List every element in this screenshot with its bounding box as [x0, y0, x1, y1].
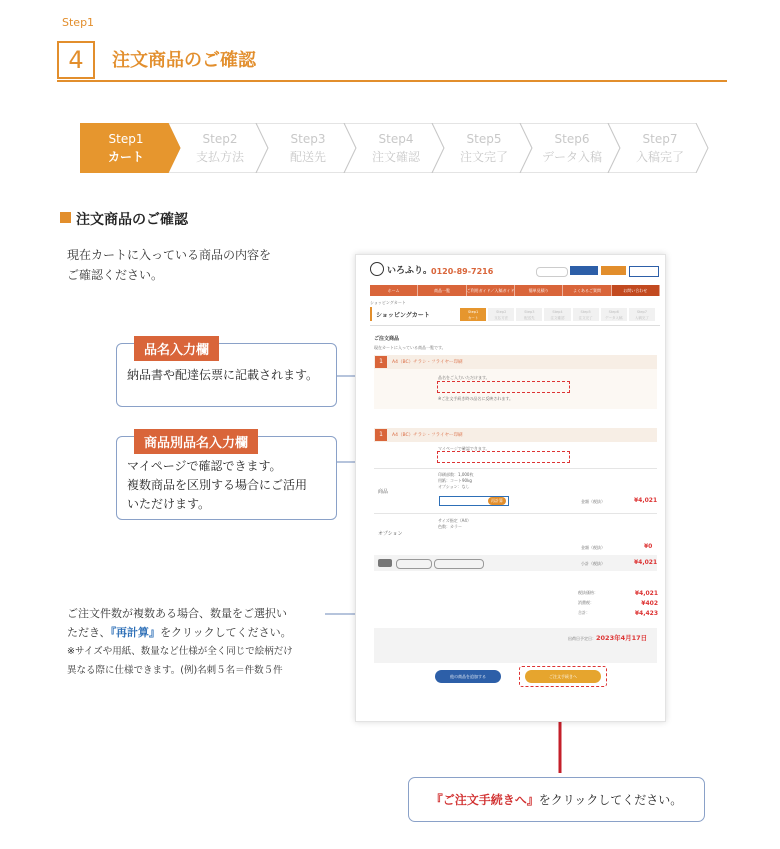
- item-2-note: マイページで確認できます。: [438, 446, 490, 451]
- mini-step: Step4 注文確認: [544, 308, 570, 321]
- nav-item[interactable]: 簡単見積り: [515, 285, 563, 296]
- option-label: オプション: [378, 531, 403, 537]
- mini-step: Step1 カート: [460, 308, 486, 321]
- page-title: 注文商品のご確認: [112, 50, 256, 71]
- item-alias-line-3: いただけます。: [127, 497, 211, 511]
- mini-step: Step5 注文完了: [573, 308, 599, 321]
- intro-line-2: ご確認ください。: [67, 268, 164, 282]
- option-price-label: 金額（税抜）: [581, 545, 605, 550]
- search-input[interactable]: [536, 267, 568, 277]
- cart-page-title: ショッピングカート: [376, 312, 430, 319]
- product-spec-3: オプション：なし: [438, 484, 470, 489]
- quantity-note-line-3: ※サイズや用紙、数量など仕様が全く同じで絵柄だけ: [67, 646, 293, 657]
- product-label: 商品: [378, 489, 389, 495]
- cart-button[interactable]: [629, 266, 659, 277]
- register-button[interactable]: [570, 266, 598, 275]
- step-4-ja: 注文確認: [371, 150, 421, 164]
- step-3-en: Step3: [290, 132, 326, 146]
- price-option: ¥0: [644, 543, 653, 550]
- step-6-en: Step6: [554, 132, 590, 146]
- quantity-note-line-2: ただき、『再計算』をクリックしてください。: [67, 626, 292, 639]
- item-1-note2: ※ご注文手続き時の品名に反映されます。: [438, 396, 514, 401]
- quantity-note-line-1: ご注文件数が複数ある場合、数量をご選択い: [67, 607, 287, 620]
- ship-label: 出荷日予定日：: [568, 636, 596, 641]
- nav-item[interactable]: 商品一覧: [418, 285, 466, 296]
- item-alias-callout: [116, 436, 337, 520]
- continue-shopping-button[interactable]: 他の商品を追加する: [435, 670, 501, 683]
- quantity-note: [67, 604, 293, 680]
- size-change-button[interactable]: [434, 559, 484, 569]
- totals-block: [578, 588, 658, 618]
- item-2-name: A4（BC）チラシ・フライヤー印刷: [392, 433, 463, 438]
- recalc-link-text: 『再計算』: [110, 626, 161, 639]
- item-name-text: 納品書や配達伝票に記載されます。: [127, 368, 319, 382]
- breadcrumb: ショッピングカート: [370, 300, 406, 305]
- price-main: ¥4,021: [634, 497, 658, 504]
- cart-screenshot: [355, 254, 666, 722]
- row-divider-2: [374, 513, 657, 514]
- quantity-note-line-4: 異なる際に仕様できます。(例)名刺５名＝件数５件: [67, 665, 283, 676]
- step-7-ja: 入稿完了: [635, 150, 685, 164]
- recalc-button[interactable]: 再計算: [488, 497, 506, 505]
- copy-button[interactable]: [396, 559, 432, 569]
- item-alias-tag: 商品別品名入力欄: [134, 429, 258, 454]
- mini-stepper: [460, 308, 655, 321]
- item-1-note: 品名をご入力いただけます。: [438, 375, 490, 380]
- checkout-instruction-rest: をクリックしてください。: [538, 793, 683, 807]
- section-title: 注文商品のご確認: [76, 212, 188, 228]
- item-alias-input[interactable]: [437, 451, 570, 463]
- item-alias-line-2: 複数商品を区別する場合にご活用: [127, 478, 308, 492]
- item-name-tag: 品名入力欄: [134, 336, 219, 361]
- delete-button[interactable]: [378, 559, 392, 567]
- nav-item[interactable]: よくあるご質問: [563, 285, 611, 296]
- step-label: Step1: [62, 16, 95, 29]
- item-name-input[interactable]: [437, 381, 570, 393]
- option-spec-1: サイズ指定（A4）: [438, 518, 471, 523]
- price-subtotal: ¥4,021: [634, 559, 658, 566]
- item-1-name: A4（BC）チラシ・フライヤー印刷: [392, 360, 463, 365]
- step-7-en: Step7: [642, 132, 678, 146]
- mini-step: Step2 支払方法: [488, 308, 514, 321]
- item-1-number: 1: [375, 356, 387, 368]
- phone-number: 0120-89-7216: [431, 267, 494, 276]
- step-3-ja: 配送先: [289, 150, 327, 164]
- checkout-instruction: [408, 777, 705, 822]
- step-4-en: Step4: [378, 132, 414, 146]
- mini-step: Step7 入稿完了: [629, 308, 655, 321]
- item-alias-line-1: マイページで確認できます。: [127, 459, 282, 473]
- total-row: 税抜価格： ¥4,021: [578, 589, 658, 597]
- mini-step: Step6 データ入稿: [601, 308, 627, 321]
- order-items-label: ご注文商品: [374, 336, 400, 342]
- logo-text: いろふり。: [387, 266, 433, 276]
- step-6-ja: データ入稿: [541, 150, 603, 164]
- login-button[interactable]: [601, 266, 626, 275]
- option-spec-2: 色数：カラー: [438, 524, 462, 529]
- product-spec-1: 印刷部数：1,000枚: [438, 472, 474, 477]
- step-2-en: Step2: [202, 132, 238, 146]
- total-row: 消費税： ¥402: [578, 599, 658, 607]
- item-alias-text: [127, 457, 307, 514]
- logo-icon: [370, 262, 384, 276]
- intro-line-1: 現在カートに入っている商品の内容を: [67, 248, 272, 262]
- step-1-en: Step1: [108, 132, 144, 146]
- mini-step: Step3 配送先: [516, 308, 542, 321]
- total-row: 合計： ¥4,423: [578, 609, 658, 617]
- price-label: 金額（税抜）: [581, 499, 605, 504]
- item-2-number: 1: [375, 429, 387, 441]
- divider: [370, 325, 660, 326]
- ship-date: 2023年4月17日: [596, 634, 648, 642]
- item-name-callout: [116, 343, 337, 407]
- section-number: 4: [57, 41, 95, 79]
- step-2-ja: 支払方法: [195, 150, 245, 164]
- nav-item[interactable]: お問い合わせ: [612, 285, 660, 296]
- title-marker: [370, 307, 372, 321]
- cart-description: 現在カートに入っている商品一覧です。: [374, 345, 446, 350]
- step-5-ja: 注文完了: [459, 150, 509, 164]
- nav-item[interactable]: ご利用ガイド／入稿ガイド: [467, 285, 515, 296]
- nav-item[interactable]: ホーム: [370, 285, 418, 296]
- product-spec-2: 用紙：コート90kg: [438, 478, 472, 483]
- checkout-highlight: 『ご注文手続きへ』: [430, 793, 539, 807]
- checkout-button[interactable]: ご注文手続きへ: [525, 670, 601, 683]
- site-nav: [370, 285, 660, 296]
- row-divider: [374, 468, 657, 469]
- step-1-ja: カート: [107, 150, 145, 164]
- subtotal-label: 小計（税抜）: [581, 561, 605, 566]
- step-5-en: Step5: [466, 132, 502, 146]
